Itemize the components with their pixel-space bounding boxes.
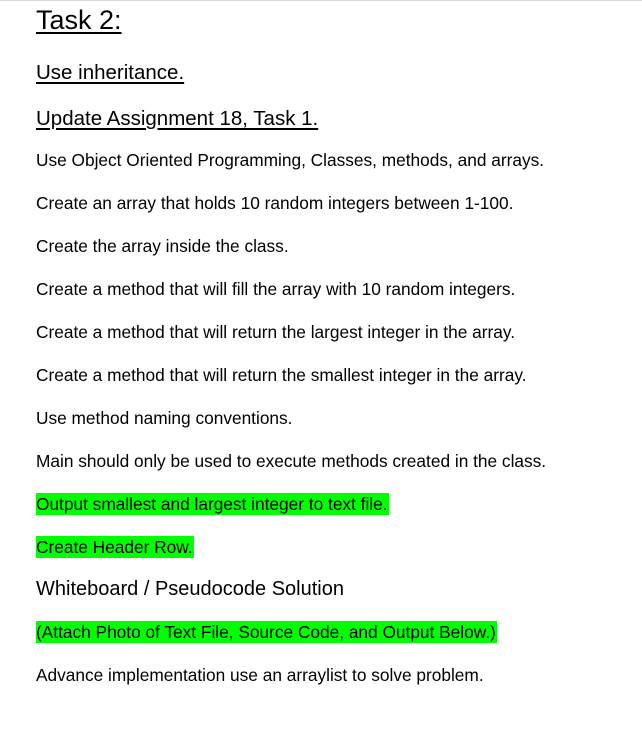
document-page (36, 0, 636, 688)
highlighted-text: Output smallest and largest integer to text file. (36, 494, 388, 514)
instruction-line: Create a method that will fill the array with 10 random integers. (36, 279, 516, 299)
subheading-update-assignment: Update Assignment 18, Task 1. (36, 107, 319, 130)
subheading-inheritance: Use inheritance. (36, 61, 185, 84)
task-title: Task 2: (36, 5, 122, 35)
instruction-line: Create an array that holds 10 random integers between 1-100. (36, 193, 514, 213)
highlighted-instruction (36, 535, 636, 560)
whiteboard-heading: Whiteboard / Pseudocode Solution (36, 578, 344, 600)
instruction-line: Create the array inside the class. (36, 236, 289, 256)
instruction-line: Create a method that will return the largest integer in the array. (36, 322, 515, 342)
instruction-line: Create a method that will return the smallest integer in the array. (36, 365, 527, 385)
attach-note (36, 620, 636, 645)
highlighted-instruction (36, 492, 636, 517)
advance-note: Advance implementation use an arraylist to solve problem. (36, 665, 484, 685)
highlighted-text: (Attach Photo of Text File, Source Code, and Output Below.) (36, 622, 496, 642)
instruction-line: Use method naming conventions. (36, 408, 293, 428)
highlighted-text: Create Header Row. (36, 537, 193, 557)
instruction-line: Main should only be used to execute methods created in the class. (36, 451, 547, 471)
instruction-line: Use Object Oriented Programming, Classes, methods, and arrays. (36, 150, 545, 170)
